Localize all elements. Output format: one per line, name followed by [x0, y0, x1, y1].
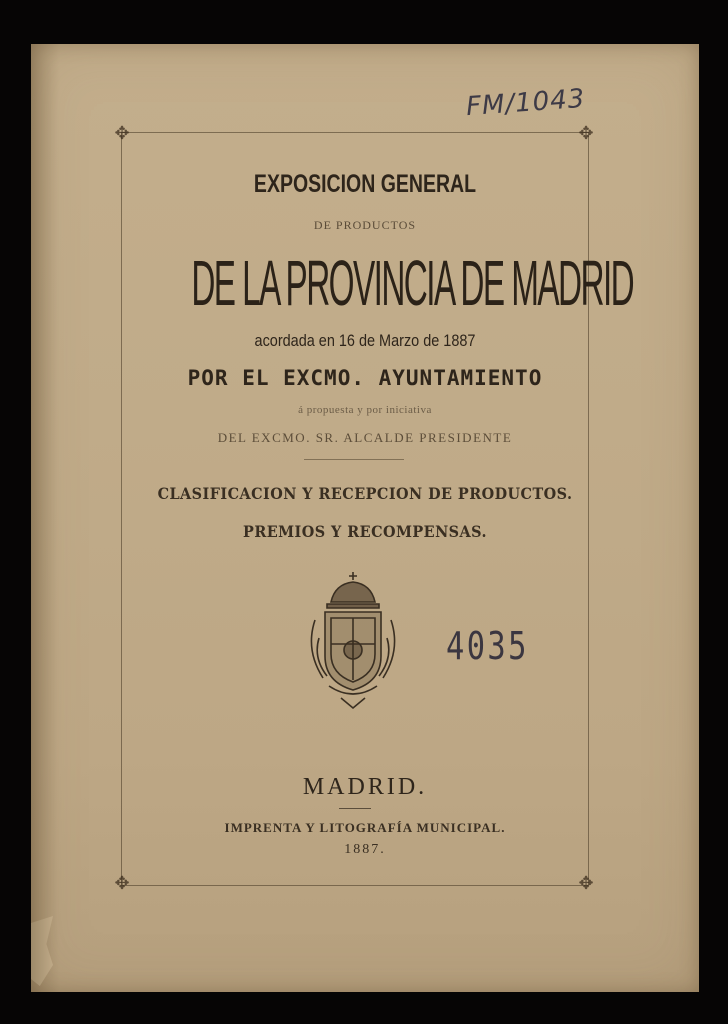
ornament-icon: ✥: [578, 123, 594, 143]
divider-rule: [304, 459, 404, 460]
date-line: acordada en 16 de Marzo de 1887: [254, 331, 476, 350]
title-line-1: EXPOSICION GENERAL: [253, 170, 477, 198]
alcalde-line: DEL EXCMO. SR. ALCALDE PRESIDENTE: [217, 430, 513, 445]
document-page: [31, 44, 699, 992]
divider-rule: [339, 808, 371, 809]
ornament-icon: ✥: [114, 123, 130, 143]
place-line: MADRID.: [302, 774, 428, 800]
printer-line: IMPRENTA Y LITOGRAFÍA MUNICIPAL.: [224, 820, 506, 835]
propuesta-line: á propuesta y por iniciativa: [298, 404, 432, 416]
coat-of-arms-icon: [301, 568, 405, 716]
section-heading-2: PREMIOS Y RECOMPENSAS.: [243, 522, 487, 541]
handwritten-catalog-note: FM/1043: [465, 83, 587, 123]
ornament-icon: ✥: [114, 873, 130, 893]
section-heading-1: CLASIFICACION Y RECEPCION DE PRODUCTOS.: [157, 484, 573, 503]
ayuntamiento-line: POR EL EXCMO. AYUNTAMIENTO: [187, 366, 543, 390]
ornament-icon: ✥: [578, 873, 594, 893]
title-line-2: DE PRODUCTOS: [313, 218, 417, 232]
year-line: 1887.: [344, 842, 386, 857]
main-title: DE LA PROVINCIA DE MADRID: [191, 247, 634, 319]
stamp-number: 4035: [446, 624, 529, 668]
